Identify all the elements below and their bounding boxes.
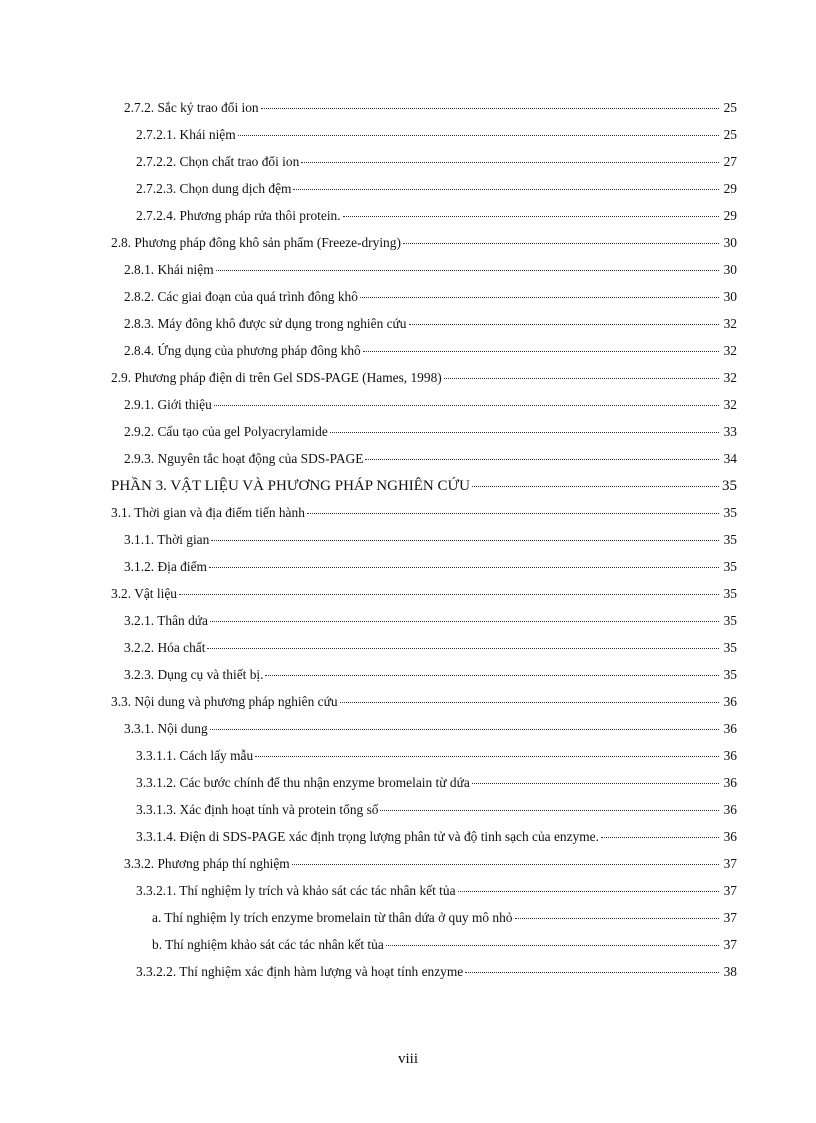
toc-entry — [124, 340, 737, 362]
toc-entry-page: 36 — [723, 829, 737, 844]
dot-leader — [179, 594, 719, 595]
toc-entry-page: 36 — [723, 802, 737, 817]
toc-entry-label: 2.7.2.4. Phương pháp rửa thôi protein. — [136, 208, 341, 223]
toc-entry-label: 3.3.1. Nội dung — [124, 721, 208, 736]
toc-entry-page: 32 — [723, 370, 737, 385]
toc-entry-label: 3.3.1.2. Các bước chính để thu nhận enzyme bromelain từ dứa — [136, 775, 470, 790]
toc-entry-label: 2.9.3. Nguyên tắc hoạt động của SDS-PAGE — [124, 451, 364, 466]
toc-entry — [111, 583, 737, 605]
toc-entry — [124, 610, 737, 632]
toc-entry-page: 37 — [723, 910, 737, 925]
toc-entry-label: 2.8.2. Các giai đoạn của quá trình đông khô — [124, 289, 358, 304]
toc-entry-part — [111, 475, 737, 497]
toc-entry-label: 3.3.2. Phương pháp thí nghiệm — [124, 856, 290, 871]
dot-leader — [292, 864, 719, 865]
toc-entry-page: 36 — [723, 694, 737, 709]
toc-entry — [124, 421, 737, 443]
toc-entry — [136, 961, 737, 983]
toc-entry-label: 2.8. Phương pháp đông khô sản phẩm (Freeze-drying) — [111, 235, 401, 250]
toc-entry-label: 3.2.2. Hóa chất — [124, 640, 206, 655]
toc-entry-page: 37 — [723, 937, 737, 952]
toc-entry-page: 36 — [723, 775, 737, 790]
toc-entry — [152, 934, 737, 956]
toc-entry-label: b. Thí nghiệm khảo sát các tác nhân kết tủa — [152, 937, 384, 952]
toc-entry-page: 29 — [723, 208, 737, 223]
dot-leader — [403, 243, 719, 244]
dot-leader — [293, 189, 719, 190]
toc-entry-page: 36 — [723, 721, 737, 736]
dot-leader — [360, 297, 719, 298]
dot-leader — [211, 540, 719, 541]
dot-leader — [307, 513, 719, 514]
toc-entry — [124, 286, 737, 308]
dot-leader — [386, 945, 719, 946]
toc-entry-label: 3.3.1.3. Xác định hoạt tính và protein tổng số — [136, 802, 379, 817]
toc-entry-page: 35 — [722, 478, 737, 494]
toc-entry — [136, 772, 737, 794]
toc-entry — [136, 151, 737, 173]
toc-entry-label: 2.7.2. Sắc ký trao đổi ion — [124, 100, 259, 115]
dot-leader — [207, 648, 719, 649]
dot-leader — [601, 837, 719, 838]
toc-entry — [136, 124, 737, 146]
toc-entry-page: 35 — [723, 613, 737, 628]
toc-entry-label: 3.3.1.1. Cách lấy mẫu — [136, 748, 254, 763]
toc-entry — [124, 853, 737, 875]
toc-entry — [136, 799, 737, 821]
dot-leader — [261, 108, 719, 109]
toc-entry-label: 2.7.2.2. Chọn chất trao đổi ion — [136, 154, 300, 169]
toc-entry-page: 25 — [723, 100, 737, 115]
toc-entry — [111, 232, 737, 254]
toc-entry-label: 3.2.3. Dụng cụ và thiết bị. — [124, 667, 264, 682]
toc-entry-label: 2.9.2. Cấu tạo của gel Polyacrylamide — [124, 424, 328, 439]
page-number: viii — [397, 1051, 418, 1067]
toc-entry-page: 35 — [723, 559, 737, 574]
toc-entry-label: 3.1. Thời gian và địa điểm tiến hành — [111, 505, 305, 520]
toc-entry — [111, 502, 737, 524]
toc-entry-page: 35 — [723, 586, 737, 601]
dot-leader — [216, 270, 719, 271]
toc-entry-page: 30 — [723, 235, 737, 250]
toc-entry — [124, 313, 737, 335]
toc-entry-label: PHẦN 3. VẬT LIỆU VÀ PHƯƠNG PHÁP NGHIÊN CỨU — [111, 478, 470, 494]
dot-leader — [210, 621, 719, 622]
toc-entry — [136, 745, 737, 767]
dot-leader — [265, 675, 719, 676]
toc-entry-page: 32 — [723, 397, 737, 412]
toc-entry — [124, 664, 737, 686]
toc-entry-page: 29 — [723, 181, 737, 196]
toc-entry-label: 2.9. Phương pháp điện di trên Gel SDS-PAGE (Hames, 1998) — [111, 370, 442, 385]
dot-leader — [343, 216, 719, 217]
toc-entry-page: 35 — [723, 640, 737, 655]
dot-leader — [209, 567, 719, 568]
toc-entry-label: 3.3.2.1. Thí nghiệm ly trích và khảo sát các tác nhân kết tủa — [136, 883, 456, 898]
toc-entry-label: 3.3. Nội dung và phương pháp nghiên cứu — [111, 694, 338, 709]
dot-leader — [340, 702, 719, 703]
dot-leader — [214, 405, 719, 406]
toc-entry — [152, 907, 737, 929]
toc-entry-page: 25 — [723, 127, 737, 142]
dot-leader — [255, 756, 719, 757]
toc-entry-page: 33 — [723, 424, 737, 439]
toc-entry — [124, 637, 737, 659]
toc-entry — [111, 691, 737, 713]
dot-leader — [238, 135, 719, 136]
toc-entry — [111, 367, 737, 389]
toc-entry — [136, 205, 737, 227]
toc-entry — [124, 529, 737, 551]
dot-leader — [409, 324, 719, 325]
dot-leader — [465, 972, 719, 973]
toc-entry-page: 38 — [723, 964, 737, 979]
dot-leader — [458, 891, 719, 892]
toc-entry-label: 3.2.1. Thân dứa — [124, 613, 208, 628]
toc-entry-page: 35 — [723, 667, 737, 682]
toc-entry-page: 34 — [723, 451, 737, 466]
toc-entry — [124, 394, 737, 416]
toc-entry — [136, 178, 737, 200]
toc-entry-label: 3.1.2. Địa điểm — [124, 559, 207, 574]
toc-entry-page: 36 — [723, 748, 737, 763]
dot-leader — [301, 162, 719, 163]
toc-entry — [124, 97, 737, 119]
toc-entry-page: 30 — [723, 262, 737, 277]
toc-entry-label: 2.8.3. Máy đông khô được sử dụng trong nghiên cứu — [124, 316, 407, 331]
toc-entry — [124, 718, 737, 740]
toc-entry-label: a. Thí nghiệm ly trích enzyme bromelain từ thân dứa ở quy mô nhỏ — [152, 910, 513, 925]
toc-entry-page: 32 — [723, 316, 737, 331]
toc-entry-label: 3.2. Vật liệu — [111, 586, 177, 601]
toc-entry-label: 2.7.2.1. Khái niệm — [136, 127, 236, 142]
toc-entry — [136, 880, 737, 902]
toc-entry-page: 32 — [723, 343, 737, 358]
toc-entry-page: 37 — [723, 883, 737, 898]
toc-entry — [124, 448, 737, 470]
toc-entry-label: 2.8.1. Khái niệm — [124, 262, 214, 277]
toc-entry-label: 3.1.1. Thời gian — [124, 532, 210, 547]
toc-entry-page: 35 — [723, 532, 737, 547]
toc-entry-label: 2.9.1. Giới thiệu — [124, 397, 212, 412]
toc-entry-page: 35 — [723, 505, 737, 520]
toc-entry-label: 3.3.1.4. Điện di SDS-PAGE xác định trọng lượng phân tử và độ tinh sạch của enzyme. — [136, 829, 599, 844]
toc-entry-label: 3.3.2.2. Thí nghiệm xác định hàm lượng và hoạt tính enzyme — [136, 964, 464, 979]
dot-leader — [210, 729, 719, 730]
toc-entry — [124, 259, 737, 281]
toc-entry — [136, 826, 737, 848]
toc-entry-page: 27 — [723, 154, 737, 169]
toc-entry — [124, 556, 737, 578]
toc-entry-label: 2.7.2.3. Chọn dung dịch đệm — [136, 181, 292, 196]
toc-entry-label: 2.8.4. Ứng dụng của phương pháp đông khô — [124, 343, 361, 358]
dot-leader — [515, 918, 719, 919]
dot-leader — [365, 459, 719, 460]
dot-leader — [444, 378, 719, 379]
dot-leader — [380, 810, 719, 811]
dot-leader — [472, 486, 719, 487]
dot-leader — [330, 432, 719, 433]
toc-entry-page: 30 — [723, 289, 737, 304]
dot-leader — [363, 351, 719, 352]
toc-entry-page: 37 — [723, 856, 737, 871]
dot-leader — [472, 783, 719, 784]
